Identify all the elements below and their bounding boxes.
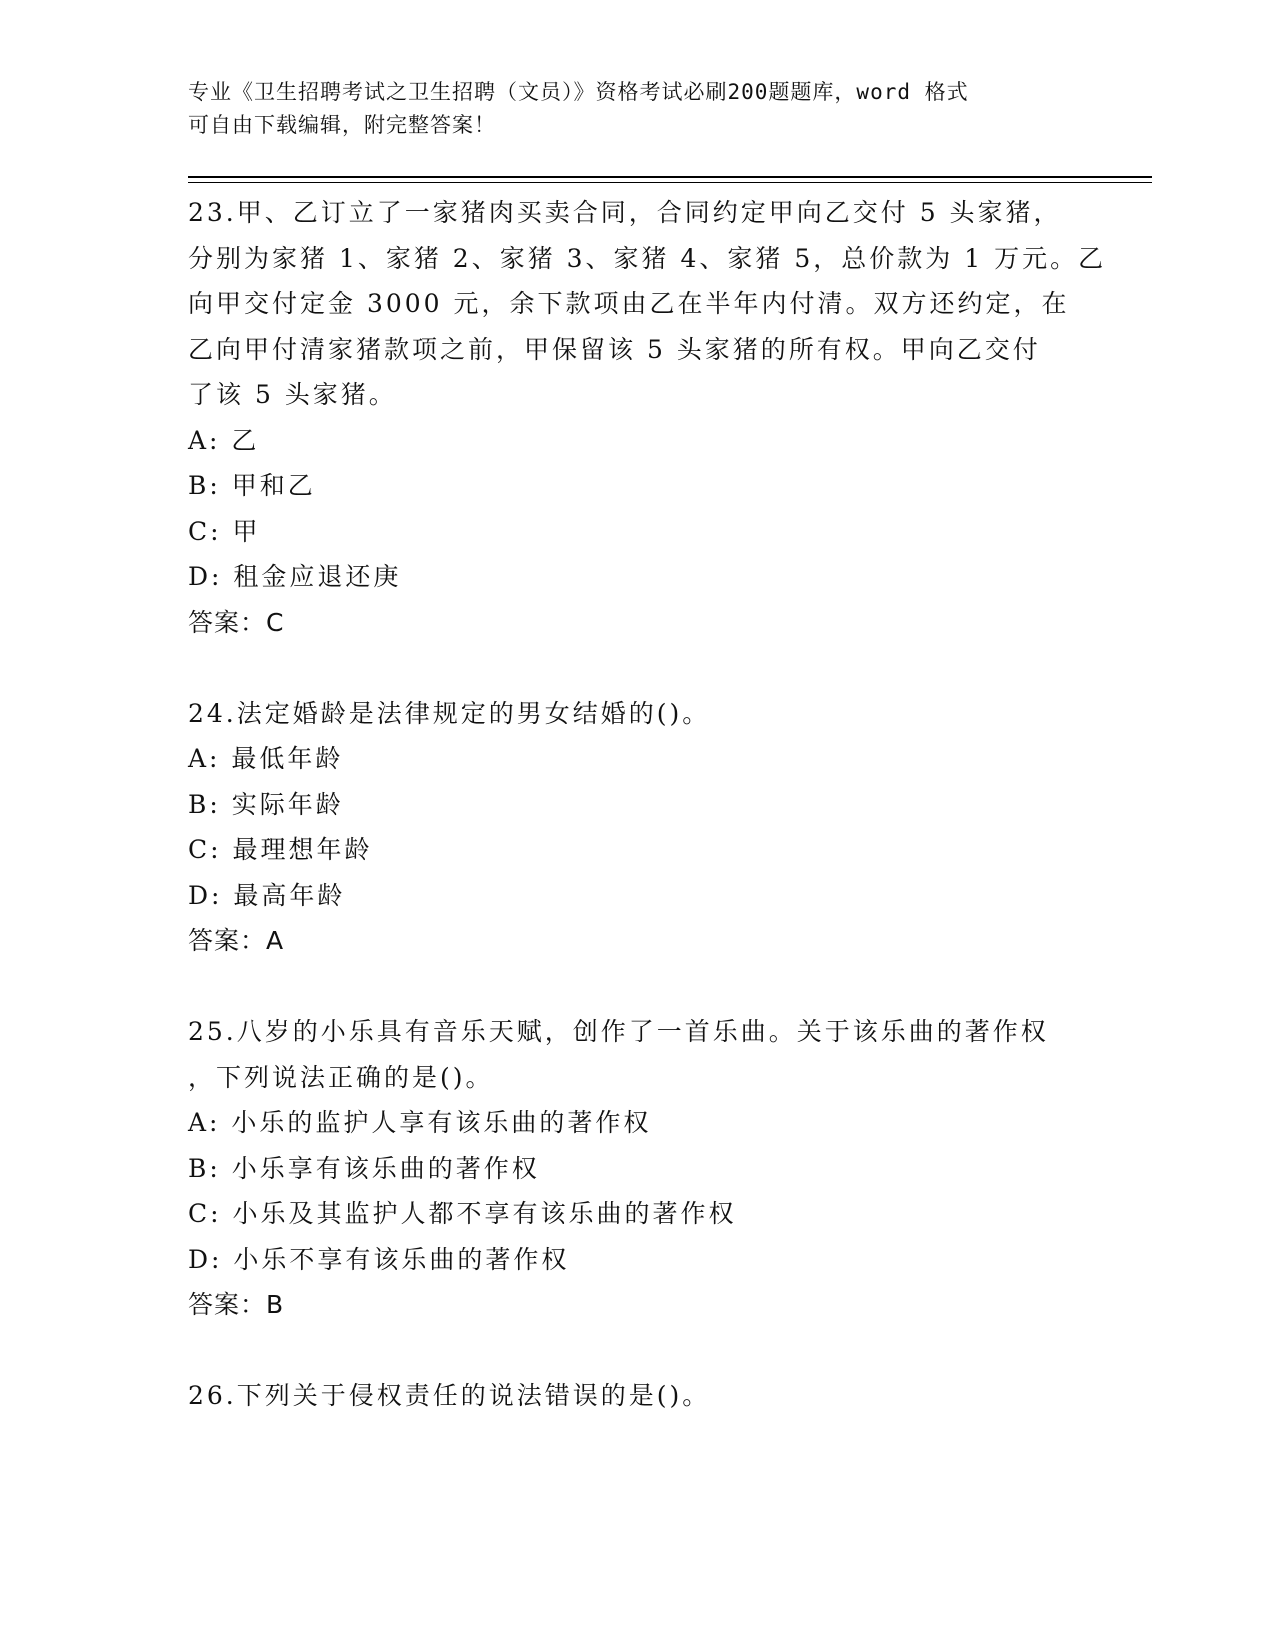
question-text-line: 26.下列关于侵权责任的说法错误的是()。 [188, 1381, 711, 1410]
header-line-1: 专业《卫生招聘考试之卫生招聘（文员）》资格考试必刷200题题库，word 格式 [188, 80, 969, 104]
question-list [188, 190, 1107, 1419]
question-text-line: 25.八岁的小乐具有音乐天赋，创作了一首乐曲。关于该乐曲的著作权 [188, 1017, 1049, 1046]
option-d: D: 小乐不享有该乐曲的著作权 [188, 1244, 570, 1274]
header-divider-thin [188, 182, 1152, 183]
question-24 [188, 691, 1088, 964]
question-text-line: 分别为家猪 1、家猪 2、家猪 3、家猪 4、家猪 5，总价款为 1 万元。乙 [188, 243, 1107, 273]
question-23 [188, 190, 1107, 645]
question-text-line: 向甲交付定金 3000 元，余下款项由乙在半年内付清。双方还约定，在 [188, 289, 1070, 318]
option-a: A: 最低年龄 [188, 744, 344, 773]
question-text-line: 23.甲、乙订立了一家猪肉买卖合同，合同约定甲向乙交付 5 头家猪， [188, 198, 1062, 227]
question-text-line: 24.法定婚龄是法律规定的男女结婚的()。 [188, 698, 711, 728]
option-d: D: 最高年龄 [188, 880, 346, 910]
option-b: B: 小乐享有该乐曲的著作权 [188, 1153, 540, 1183]
question-text-line: ，下列说法正确的是()。 [188, 1062, 494, 1092]
answer-line: 答案：C [188, 607, 285, 637]
question-text-line: 了该 5 头家猪。 [188, 380, 397, 409]
option-b: B: 实际年龄 [188, 789, 344, 819]
question-spacer [188, 645, 1088, 691]
question-26 [188, 1373, 1088, 1419]
question-25 [188, 1009, 1088, 1328]
option-c: C: 甲 [188, 516, 261, 546]
option-a: A: 小乐的监护人享有该乐曲的著作权 [188, 1108, 652, 1137]
answer-line: 答案：B [188, 1290, 285, 1319]
document-header [188, 76, 1068, 142]
header-line-2: 可自由下载编辑，附完整答案！ [188, 113, 496, 137]
header-divider-thick [188, 176, 1152, 178]
answer-line: 答案：A [188, 926, 285, 955]
question-text-line: 乙向甲付清家猪款项之前，甲保留该 5 头家猪的所有权。甲向乙交付 [188, 334, 1041, 364]
option-c: C: 最理想年龄 [188, 835, 373, 864]
option-a: A: 乙 [188, 425, 260, 455]
option-b: B: 甲和乙 [188, 471, 316, 500]
option-d: D: 租金应退还庚 [188, 562, 402, 591]
option-c: C: 小乐及其监护人都不享有该乐曲的著作权 [188, 1199, 737, 1228]
question-spacer [188, 1328, 1088, 1374]
question-spacer [188, 964, 1088, 1010]
